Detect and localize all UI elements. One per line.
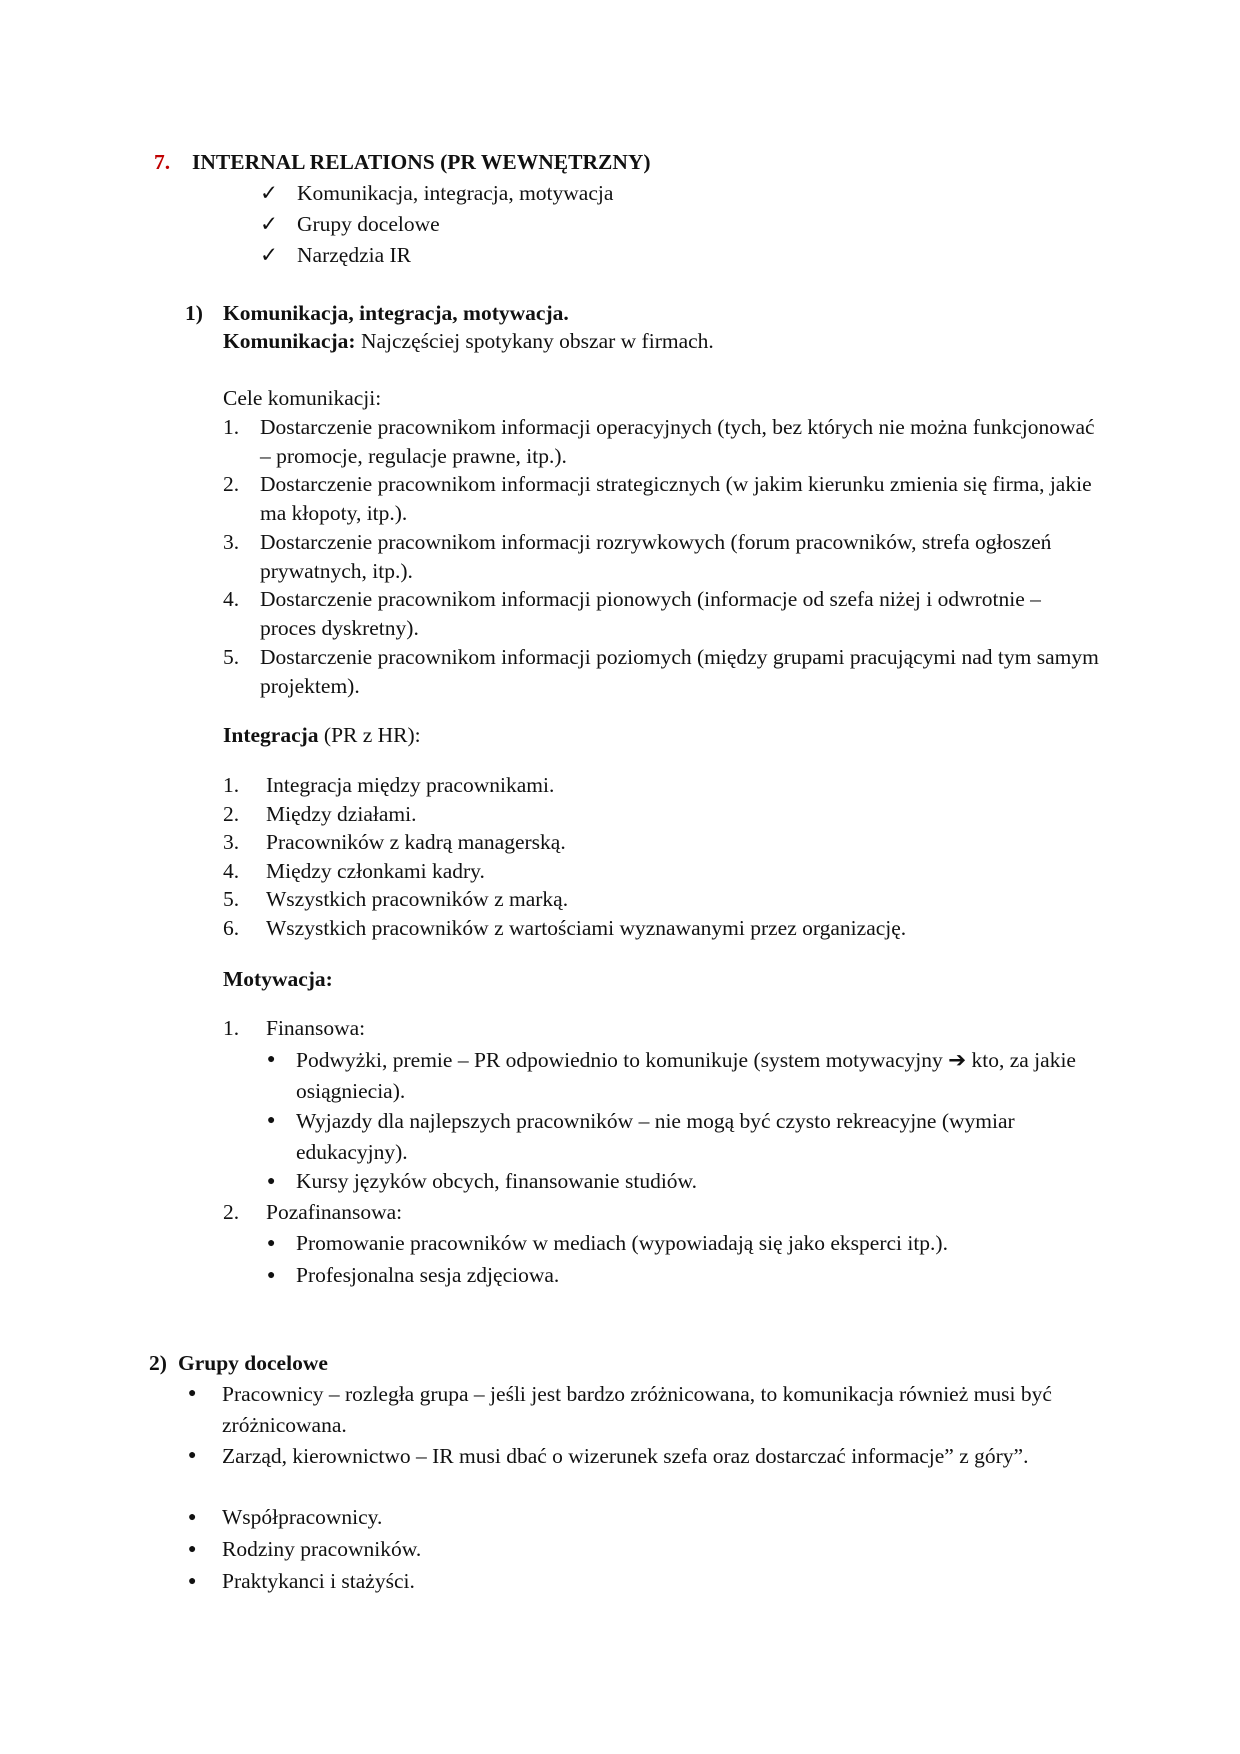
list-number: 3. bbox=[223, 830, 240, 854]
list-item: Między członkami kadry. bbox=[266, 859, 485, 883]
bullet-icon: ● bbox=[188, 1386, 197, 1401]
bullet-icon: ● bbox=[267, 1113, 276, 1128]
komunikacja-label: Komunikacja: bbox=[223, 329, 356, 353]
list-number: 5. bbox=[223, 645, 240, 669]
list-number: 1. bbox=[223, 773, 240, 797]
motywacja-heading: Motywacja: bbox=[223, 967, 333, 991]
list-item: Dostarczenie pracownikom informacji operacyjnych (tych, bez których nie można funkcjonować – promocje, regulacje prawne, itp.). bbox=[260, 415, 1095, 468]
bullet-icon: ● bbox=[188, 1448, 197, 1463]
list-item: Podwyżki, premie – PR odpowiednio to komunikuje (system motywacyjny ➔ kto, za jakie osiągniecia). bbox=[296, 1048, 1076, 1103]
bullet-icon: ● bbox=[267, 1236, 276, 1251]
list-number: 1. bbox=[223, 415, 240, 439]
list-item: Dostarczenie pracownikom informacji rozrywkowych (forum pracowników, strefa ogłoszeń prywatnych, itp.). bbox=[260, 530, 1052, 583]
cele-label: Cele komunikacji: bbox=[223, 386, 382, 410]
list-item: Pozafinansowa: bbox=[266, 1200, 403, 1224]
check-icon: ✓ bbox=[260, 243, 279, 267]
list-number: 4. bbox=[223, 587, 240, 611]
list-item: Między działami. bbox=[266, 802, 417, 826]
check-icon: ✓ bbox=[260, 181, 279, 205]
section2-number: 2) bbox=[149, 1351, 167, 1375]
list-item: Promowanie pracowników w mediach (wypowiadają się jako eksperci itp.). bbox=[296, 1231, 948, 1255]
list-item: Rodziny pracowników. bbox=[222, 1537, 422, 1561]
list-item: Dostarczenie pracownikom informacji poziomych (między grupami pracującymi nad tym samym projektem). bbox=[260, 645, 1099, 698]
bullet-icon: ● bbox=[267, 1174, 276, 1189]
bullet-icon: ● bbox=[267, 1268, 276, 1283]
bullet-icon: ● bbox=[267, 1052, 276, 1067]
list-item: Profesjonalna sesja zdjęciowa. bbox=[296, 1263, 560, 1287]
check-icon: ✓ bbox=[260, 212, 279, 236]
list-item: Wszystkich pracowników z marką. bbox=[266, 887, 569, 911]
list-number: 2. bbox=[223, 802, 240, 826]
section1-heading: Komunikacja, integracja, motywacja. bbox=[223, 301, 569, 325]
page-title: INTERNAL RELATIONS (PR WEWNĘTRZNY) bbox=[192, 150, 651, 174]
list-item: Dostarczenie pracownikom informacji strategicznych (w jakim kierunku zmienia się firma, jakie ma kłopoty, itp.). bbox=[260, 472, 1092, 525]
list-number: 2. bbox=[223, 472, 240, 496]
checklist-item: Grupy docelowe bbox=[297, 212, 440, 236]
list-item: Wyjazdy dla najlepszych pracowników – nie mogą być czysto rekreacyjne (wymiar edukacyjny). bbox=[296, 1109, 1015, 1164]
list-number: 2. bbox=[223, 1200, 240, 1224]
checklist-item: Narzędzia IR bbox=[297, 243, 411, 267]
list-number: 3. bbox=[223, 530, 240, 554]
list-item: Kursy języków obcych, finansowanie studiów. bbox=[296, 1169, 698, 1193]
list-number: 5. bbox=[223, 887, 240, 911]
bullet-icon: ● bbox=[188, 1542, 197, 1557]
section1-number: 1) bbox=[185, 301, 203, 325]
section2-heading: Grupy docelowe bbox=[178, 1351, 328, 1375]
list-item: Współpracownicy. bbox=[222, 1505, 383, 1529]
bullet-icon: ● bbox=[188, 1510, 197, 1525]
integracja-label: Integracja bbox=[223, 723, 319, 747]
section-number: 7. bbox=[154, 150, 171, 174]
list-item: Pracownicy – rozległa grupa – jeśli jest bardzo zróżnicowana, to komunikacja również musi być zróżnicowana. bbox=[222, 1382, 1052, 1437]
integracja-heading bbox=[223, 721, 421, 750]
list-item: Dostarczenie pracownikom informacji pionowych (informacje od szefa niżej i odwrotnie – proces dyskretny). bbox=[260, 587, 1041, 640]
integracja-suffix: (PR z HR): bbox=[318, 723, 421, 747]
komunikacja-text: Najczęściej spotykany obszar w firmach. bbox=[355, 329, 714, 353]
bullet-icon: ● bbox=[188, 1574, 197, 1589]
list-item: Finansowa: bbox=[266, 1016, 366, 1040]
list-item: Wszystkich pracowników z wartościami wyznawanymi przez organizację. bbox=[266, 916, 907, 940]
list-number: 4. bbox=[223, 859, 240, 883]
list-item: Integracja między pracownikami. bbox=[266, 773, 555, 797]
list-item: Zarząd, kierownictwo – IR musi dbać o wizerunek szefa oraz dostarczać informacje” z góry”. bbox=[222, 1444, 1029, 1468]
list-item: Pracowników z kadrą managerską. bbox=[266, 830, 566, 854]
list-item: Praktykanci i stażyści. bbox=[222, 1569, 415, 1593]
list-number: 6. bbox=[223, 916, 240, 940]
list-number: 1. bbox=[223, 1016, 240, 1040]
komunikacja-line bbox=[223, 327, 714, 356]
checklist-item: Komunikacja, integracja, motywacja bbox=[297, 181, 614, 205]
